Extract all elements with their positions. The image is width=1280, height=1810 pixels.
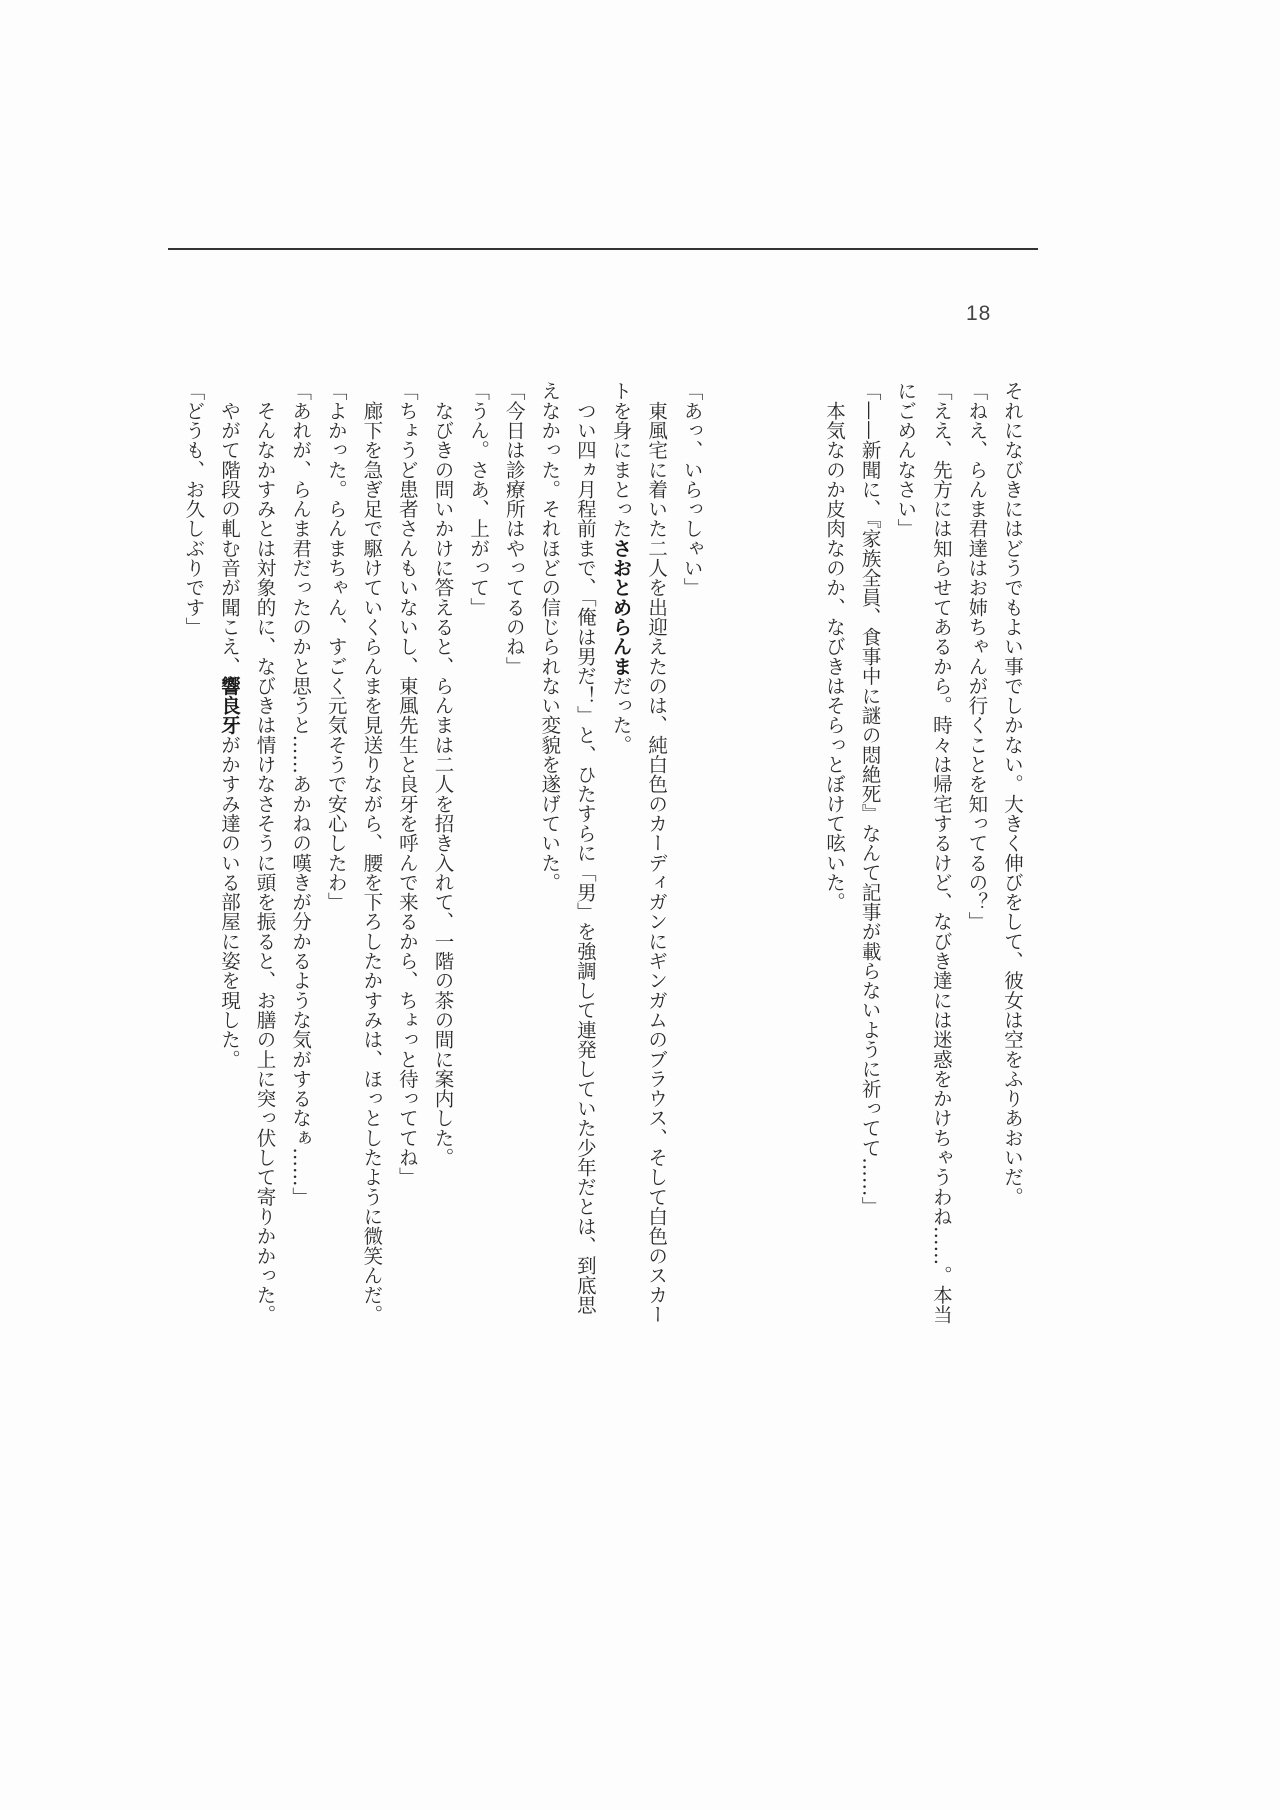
text-line bbox=[247, 381, 283, 1381]
text-line bbox=[567, 381, 603, 1381]
text-line bbox=[852, 381, 888, 1381]
blank-line bbox=[710, 381, 746, 1381]
line-text: 本気なのか皮肉なのか、なびきはそらっとぼけて呟いた。 bbox=[823, 381, 847, 912]
line-text: 「あっ、いらっしゃい」 bbox=[680, 381, 704, 598]
vertical-body-text bbox=[182, 381, 1030, 1381]
line-text-after: がかすみ達のいる部屋に姿を現した。 bbox=[217, 734, 241, 1069]
line-text: 「どうも、お久しぶりです」 bbox=[182, 381, 206, 637]
line-text: 「ええ、先方には知らせてあるから。時々は帰宅するけど、なびき達には迷惑をかけちゃうわね……。本当 bbox=[929, 381, 953, 1325]
text-line bbox=[603, 381, 639, 1381]
text-line bbox=[959, 381, 995, 1381]
line-text: 「あれが、らんま君だったのかと思うと……あかねの嘆きが分かるような気がするなぁ……」 bbox=[289, 381, 313, 1207]
text-line bbox=[496, 381, 532, 1381]
line-text: 「ねえ、らんま君達はお姉ちゃんが行くことを知ってるの？」 bbox=[965, 381, 989, 932]
text-line bbox=[425, 381, 461, 1381]
text-line bbox=[638, 381, 674, 1381]
line-text: 廊下を急ぎ足で駆けていくらんまを見送りながら、腰を下ろしたかすみは、ほっとしたように微笑んだ。 bbox=[360, 381, 384, 1325]
text-line bbox=[532, 381, 568, 1381]
text-line bbox=[283, 381, 319, 1381]
page-number: 18 bbox=[966, 302, 992, 325]
text-line bbox=[674, 381, 710, 1381]
text-line bbox=[354, 381, 390, 1381]
text-line bbox=[318, 381, 354, 1381]
text-line bbox=[389, 381, 425, 1381]
text-line bbox=[461, 381, 497, 1381]
blank-line bbox=[781, 381, 817, 1381]
line-text: にごめんなさい」 bbox=[894, 381, 918, 539]
bold-character-name: さおとめらんま bbox=[609, 538, 633, 676]
text-line bbox=[888, 381, 924, 1381]
line-text: つい四ヵ月程前まで、「俺は男だ！」と、ひたすらに「男」を強調して連発していた少年だとは、到底思 bbox=[573, 381, 597, 1315]
line-text: 「——新聞に、『家族全員、食事中に謎の悶絶死』なんて記事が載らないように祈ってて……」 bbox=[858, 381, 882, 1217]
line-text: トを身にまとった bbox=[609, 381, 633, 539]
line-text: 「よかった。らんまちゃん、すごく元気そうで安心したわ」 bbox=[324, 381, 348, 912]
line-text: 「今日は診療所はやってるのね」 bbox=[502, 381, 526, 676]
text-line bbox=[176, 381, 212, 1381]
text-line bbox=[211, 381, 247, 1381]
line-text: そんなかすみとは対象的に、なびきは情けなさそうに頭を振ると、お膳の上に突っ伏して寄りかかった。 bbox=[253, 381, 277, 1325]
line-text: 東風宅に着いた二人を出迎えたのは、純白色のカーディガンにギンガムのブラウス、そして白色のスカー bbox=[645, 381, 669, 1325]
line-text: やがて階段の軋む音が聞こえ、 bbox=[217, 381, 241, 676]
header-rule bbox=[168, 248, 1038, 250]
line-text: えなかった。それほどの信じられない変貌を遂げていた。 bbox=[538, 381, 562, 892]
text-line bbox=[923, 381, 959, 1381]
line-text: なびきの問いかけに答えると、らんまは二人を招き入れて、一階の茶の間に案内した。 bbox=[431, 381, 455, 1167]
bold-character-name: 響良牙 bbox=[217, 675, 241, 735]
line-text: 「うん。さあ、上がって」 bbox=[467, 381, 491, 617]
line-text: 「ちょうど患者さんもいないし、東風先生と良牙を呼んで来るから、ちょっと待っててね」 bbox=[395, 381, 419, 1187]
text-line bbox=[816, 381, 852, 1381]
text-line bbox=[994, 381, 1030, 1381]
line-text: それになびきにはどうでもよい事でしかない。大きく伸びをして、彼女は空をふりあおいだ。 bbox=[1001, 381, 1024, 1207]
line-text-after: だった。 bbox=[609, 675, 633, 755]
blank-line bbox=[745, 381, 781, 1381]
